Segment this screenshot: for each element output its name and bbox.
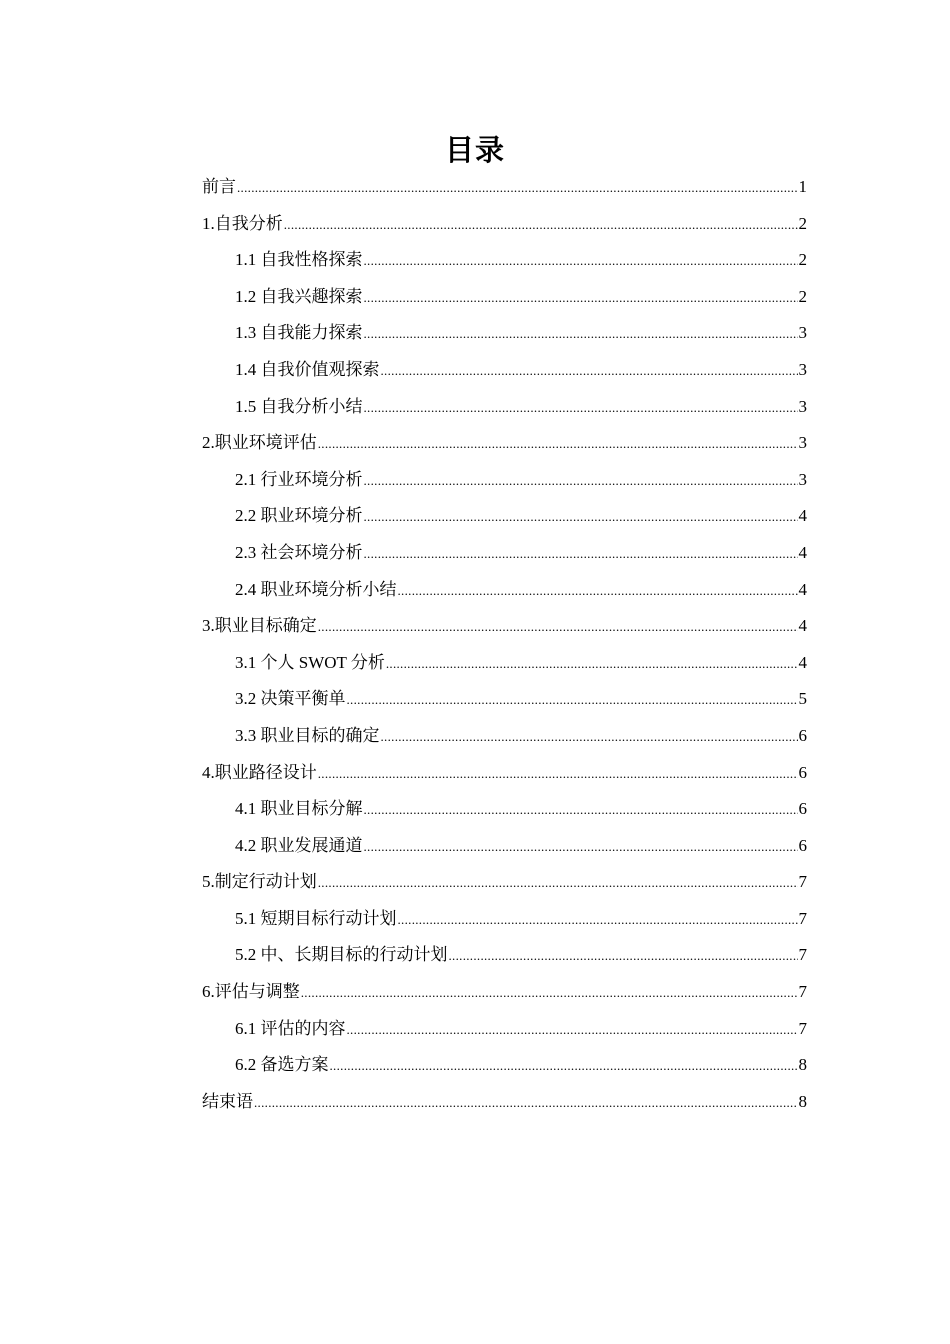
toc-entry-text: 5.制定行动计划 (202, 872, 317, 892)
toc-entry[interactable] (202, 681, 807, 718)
toc-entry-text: 3.1 个人 SWOT 分析 (235, 652, 385, 672)
toc-entry-page-number: 4 (798, 542, 807, 562)
toc-entry[interactable] (202, 974, 807, 1011)
toc-entry[interactable] (202, 315, 807, 352)
toc-entry-text: 5.2 中、长期目标的行动计划 (235, 945, 448, 965)
toc-entry-page-number: 6 (798, 725, 807, 745)
toc-dot-leader (449, 938, 798, 975)
toc-dot-leader (237, 170, 798, 207)
toc-entry[interactable] (202, 572, 807, 609)
toc-dot-leader (301, 975, 798, 1012)
toc-entry-page-number: 3 (798, 323, 807, 343)
toc-dot-leader (386, 646, 798, 683)
toc-entry[interactable] (202, 718, 807, 755)
toc-entry[interactable] (202, 462, 807, 499)
toc-dot-leader (364, 316, 798, 353)
toc-entry[interactable] (202, 498, 807, 535)
toc-list (202, 169, 807, 1120)
toc-entry[interactable] (202, 901, 807, 938)
toc-dot-leader (347, 682, 798, 719)
toc-entry-page-number: 7 (798, 908, 807, 928)
toc-entry-text: 2.职业环境评估 (202, 433, 317, 453)
toc-dot-leader (364, 499, 798, 536)
toc-dot-leader (347, 1012, 798, 1049)
toc-entry[interactable] (202, 828, 807, 865)
toc-entry-page-number: 3 (798, 469, 807, 489)
toc-entry-page-number: 7 (798, 945, 807, 965)
toc-dot-leader (364, 829, 798, 866)
toc-dot-leader (364, 243, 798, 280)
toc-entry[interactable] (202, 645, 807, 682)
toc-entry-text: 结束语 (202, 1091, 253, 1111)
toc-entry-text: 1.自我分析 (202, 213, 283, 233)
toc-entry-text: 1.3 自我能力探索 (235, 323, 363, 343)
toc-entry-text: 4.2 职业发展通道 (235, 835, 363, 855)
toc-entry-page-number: 4 (798, 579, 807, 599)
toc-entry-page-number: 7 (798, 872, 807, 892)
toc-entry-page-number: 3 (798, 359, 807, 379)
toc-entry-text: 6.评估与调整 (202, 982, 300, 1002)
toc-entry[interactable] (202, 864, 807, 901)
toc-entry[interactable] (202, 535, 807, 572)
toc-entry-page-number: 5 (798, 689, 807, 709)
toc-entry-text: 6.2 备选方案 (235, 1055, 329, 1075)
toc-entry-page-number: 4 (798, 652, 807, 672)
toc-entry[interactable] (202, 169, 807, 206)
toc-entry-text: 3.2 决策平衡单 (235, 689, 346, 709)
toc-dot-leader (318, 426, 798, 463)
toc-entry-page-number: 3 (798, 433, 807, 453)
toc-entry-text: 1.5 自我分析小结 (235, 396, 363, 416)
toc-entry[interactable] (202, 279, 807, 316)
toc-dot-leader (381, 353, 798, 390)
toc-dot-leader (381, 719, 798, 756)
toc-entry-page-number: 4 (798, 506, 807, 526)
toc-entry[interactable] (202, 352, 807, 389)
toc-entry-page-number: 2 (798, 286, 807, 306)
toc-entry[interactable] (202, 608, 807, 645)
toc-entry-text: 3.职业目标确定 (202, 616, 317, 636)
toc-entry-text: 2.1 行业环境分析 (235, 469, 363, 489)
toc-dot-leader (364, 280, 798, 317)
toc-entry-page-number: 6 (798, 799, 807, 819)
toc-entry-text: 前言 (202, 177, 236, 196)
toc-entry-page-number: 2 (798, 250, 807, 270)
toc-entry-text: 2.2 职业环境分析 (235, 506, 363, 526)
toc-entry-page-number: 4 (798, 616, 807, 636)
toc-entry[interactable] (202, 389, 807, 426)
toc-dot-leader (398, 902, 798, 939)
toc-entry-text: 1.1 自我性格探索 (235, 250, 363, 270)
toc-entry[interactable] (202, 1047, 807, 1084)
toc-entry-page-number: 7 (798, 1018, 807, 1038)
toc-entry[interactable] (202, 755, 807, 792)
toc-entry-page-number: 8 (798, 1091, 807, 1111)
toc-entry-page-number: 3 (798, 396, 807, 416)
toc-dot-leader (364, 792, 798, 829)
toc-entry[interactable] (202, 425, 807, 462)
toc-entry-page-number: 7 (798, 982, 807, 1002)
toc-entry-page-number: 6 (798, 762, 807, 782)
toc-dot-leader (364, 536, 798, 573)
toc-title: 目录 (444, 133, 505, 167)
toc-entry-page-number: 2 (798, 213, 807, 233)
toc-entry-text: 2.4 职业环境分析小结 (235, 579, 397, 599)
toc-entry[interactable] (202, 242, 807, 279)
toc-entry[interactable] (202, 791, 807, 828)
toc-entry[interactable] (202, 206, 807, 243)
toc-entry[interactable] (202, 937, 807, 974)
toc-entry-text: 5.1 短期目标行动计划 (235, 908, 397, 928)
toc-entry-text: 1.4 自我价值观探索 (235, 359, 380, 379)
toc-entry-page-number: 1 (798, 177, 807, 196)
toc-entry-text: 4.职业路径设计 (202, 762, 317, 782)
toc-dot-leader (364, 390, 798, 427)
toc-entry-text: 2.3 社会环境分析 (235, 542, 363, 562)
toc-dot-leader (364, 463, 798, 500)
toc-dot-leader (330, 1048, 798, 1085)
toc-dot-leader (318, 609, 798, 646)
toc-entry-text: 3.3 职业目标的确定 (235, 725, 380, 745)
toc-entry-text: 6.1 评估的内容 (235, 1018, 346, 1038)
toc-entry-page-number: 6 (798, 835, 807, 855)
toc-dot-leader (318, 756, 798, 793)
toc-dot-leader (254, 1085, 798, 1122)
toc-entry[interactable] (202, 1084, 807, 1121)
toc-dot-leader (318, 865, 798, 902)
toc-dot-leader (284, 207, 798, 244)
toc-entry-text: 1.2 自我兴趣探索 (235, 286, 363, 306)
toc-dot-leader (398, 573, 798, 610)
toc-entry[interactable] (202, 1011, 807, 1048)
toc-entry-text: 4.1 职业目标分解 (235, 799, 363, 819)
toc-entry-page-number: 8 (798, 1055, 807, 1075)
